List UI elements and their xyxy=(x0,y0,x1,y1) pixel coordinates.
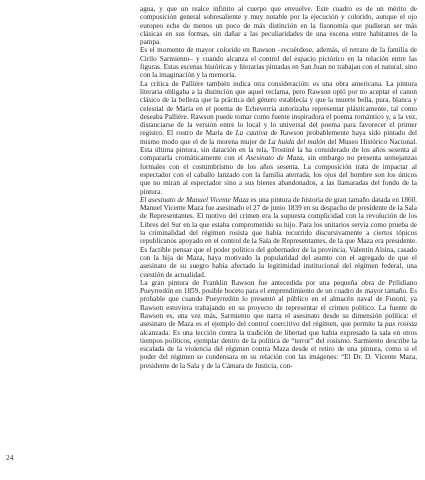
italic-title: La huida del malón xyxy=(268,137,326,146)
italic-title: Asesinato de Maza xyxy=(245,154,303,163)
text-segment: agua, y que un realce infinito al cuerpo que envuelve. Este cuadro es de un mérito de composición general sobresaliente y muy notable por la ejecución y colorido, aunque el ojo europeo eche de menos un poco de más distinción en la fisonomía que pudieran ser más clásicas en sus formas, sin dañar a las peculiaridades de una escena entre habitantes de la pampa. xyxy=(140,5,417,47)
italic-title: pax rosista xyxy=(385,320,418,329)
text-segment: alcanzada. Es una lección contra la tradición de libertad que había expresado la sala en otros tiempos políticos, ejemplar dentro de la política de “terror” del rosismo. Sarmiento describe la escalada de la violencia del régimen contra Maza desde el retiro de una pintura, como si el poder del régimen se condensara en su relación con las imágenes: “El Dr. D. Vicente Maza, presidente de la Sala y de la Cámara de Justicia, con- xyxy=(140,328,417,370)
text-segment: , sin embargo no presenta semejanzas formales con el costumbrismo de los años sesenta. La composición trata de impactar al espectador con el caballo lanzado con la familia aterrada, los ojos del hombre son los únicos que no miran al espectador sino a sus bienes abandonados, a las llamaradas del fondo de la pintura. xyxy=(140,154,417,196)
page-number: 24 xyxy=(6,453,14,462)
text-segment: La crítica de Pallière también indica otra consideración: es una obra americana. La pintura literaria obligaba a la distinción que aquel reclama, pero Rawson optó por no aceptar el canon clásico de la belleza que la práctica del género establecía y que la muerte bella, pura, blanca y celestial de María en el poema de Echeverría autorizaba representar plásticamente, tal como deseaba Pallière. Rawson puede tomar como fuente inspiradora el poema romántico y, a la vez, distanciarse de la versión entre lo local y lo universal del poema para favorecer el primer registro. El rostro de María de xyxy=(140,79,417,138)
paragraph xyxy=(140,80,417,196)
text-segment: de Rawson probablemente haya sido pintado del mismo modo que el de la morena mujer de xyxy=(140,129,418,146)
text-segment: Es el momento de mayor colorido en Rawson –recuérdese, además, el retrato de la familia de Cirilo Sarmiento– y cuando alcanza el control del espacio pictórico en la relación entre las figuras. Estas escenas históricas y literarias pintadas en San Juan no trabajan con el natural, sino con la imaginación y la memoria. xyxy=(140,46,417,80)
paragraph xyxy=(140,46,417,79)
text-segment: del Museo Histórico Nacional. Esta última pintura, sin datación en la tela, Trostiné la ha considerado de los años sesenta al compararla cromáticamente con el xyxy=(140,137,417,163)
paragraph xyxy=(140,279,417,370)
paragraph xyxy=(140,5,417,46)
italic-title: La cautiva xyxy=(235,129,268,138)
text-segment: es una pintura de historia de gran tamaño datada en 1860. Manuel Vicente Maza fue asesinado el 27 de junio 1839 en su despacho de presidente de la Sala de Representantes. El motivo del crimen era la supuesta complicidad con la revolución de los Libres del Sur en la que estaba comprometido su hijo. Para los unitarios servía como prueba de la criminalidad del régimen rosista que había recurrido discursivamente a ciertos tópicos republicanos apoyado en el control de la Sala de Representantes, de la que Maza era presidente. Es factible pensar que el poder político del gobernador de la provincia, Valentín Alsina, casado con la hija de Maza, haya motivado la popularidad del asunto con el agregado de que el asesinato de su suegro había afectado la legitimidad institucional del régimen federal, una cuestión de actualidad. xyxy=(140,195,417,279)
paragraph xyxy=(140,196,417,279)
body-text-column xyxy=(140,5,417,370)
italic-title: El asesinato de Manuel Vicente Maza xyxy=(140,195,249,204)
text-segment: La gran pintura de Franklin Rawson fue antecedida por una pequeña obra de Prilidiano Pueyrredón en 1859, posible boceto para el emprendimiento de un cuadro de mayor tamaño. Es probable que cuando Pueyrredón lo presentó al público en el almacén naval de Fusoni, ya Rawson estuviera trabajando en su proyecto de representar el crimen político. La fuente de Rawson es, una vez más, Sarmiento que narra el asesinato desde su dimensión política: el asesinato de Maza es el ejemplo del control coercitivo del régimen, que permite la xyxy=(140,278,417,329)
